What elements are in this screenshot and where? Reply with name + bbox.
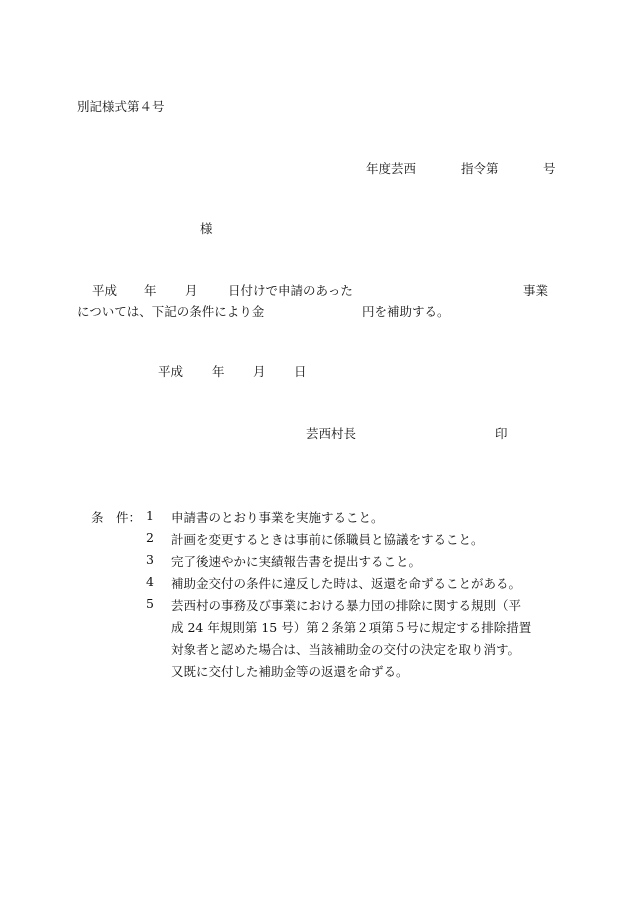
condition-number: 4 — [146, 574, 154, 589]
condition-number: 5 — [146, 596, 154, 611]
body-year: 年 — [144, 283, 157, 298]
order-year-prefix: 年度芸西 — [366, 161, 417, 176]
order-prefix: 指令第 — [461, 161, 499, 176]
condition-number: 1 — [146, 508, 154, 523]
body-month: 月 — [185, 283, 198, 298]
condition-text: 計画を変更するときは事前に係職員と協議をすること。 — [171, 532, 484, 547]
body-line2-b: 円を補助する。 — [362, 304, 450, 319]
condition-text: 補助金交付の条件に違反した時は、返還を命ずることがある。 — [171, 576, 522, 591]
condition-text: 完了後速やかに実績報告書を提出すること。 — [171, 554, 422, 569]
condition-text: 対象者と認めた場合は、当該補助金の交付の決定を取り消す。 — [171, 642, 521, 657]
condition-number: 3 — [146, 552, 154, 567]
condition-number: 2 — [146, 530, 154, 545]
date-day: 日 — [294, 364, 307, 379]
condition-text: 成 24 年規則第 15 号）第２条第２項第５号に規定する排除措置 — [171, 620, 532, 635]
date-year: 年 — [212, 364, 225, 379]
body-era: 平成 — [92, 283, 118, 298]
addressee-suffix: 様 — [200, 221, 213, 236]
condition-text: 申請書のとおり事業を実施すること。 — [171, 510, 384, 525]
condition-text: 芸西村の事務及び事業における暴力団の排除に関する規則（平 — [171, 598, 522, 613]
body-jigyo: 事業 — [523, 283, 549, 298]
order-suffix: 号 — [543, 161, 556, 176]
body-line2-a: については、下記の条件により金 — [77, 304, 265, 319]
form-label: 別記様式第４号 — [77, 99, 165, 114]
signature-seal: 印 — [495, 426, 508, 441]
condition-text: 又既に交付した補助金等の返還を命ずる。 — [171, 664, 409, 679]
date-month: 月 — [253, 364, 266, 379]
body-day-text: 日付けで申請のあった — [228, 283, 353, 298]
date-era: 平成 — [158, 364, 184, 379]
signature-title: 芸西村長 — [306, 426, 357, 441]
conditions-label: 条 件： — [91, 510, 142, 525]
